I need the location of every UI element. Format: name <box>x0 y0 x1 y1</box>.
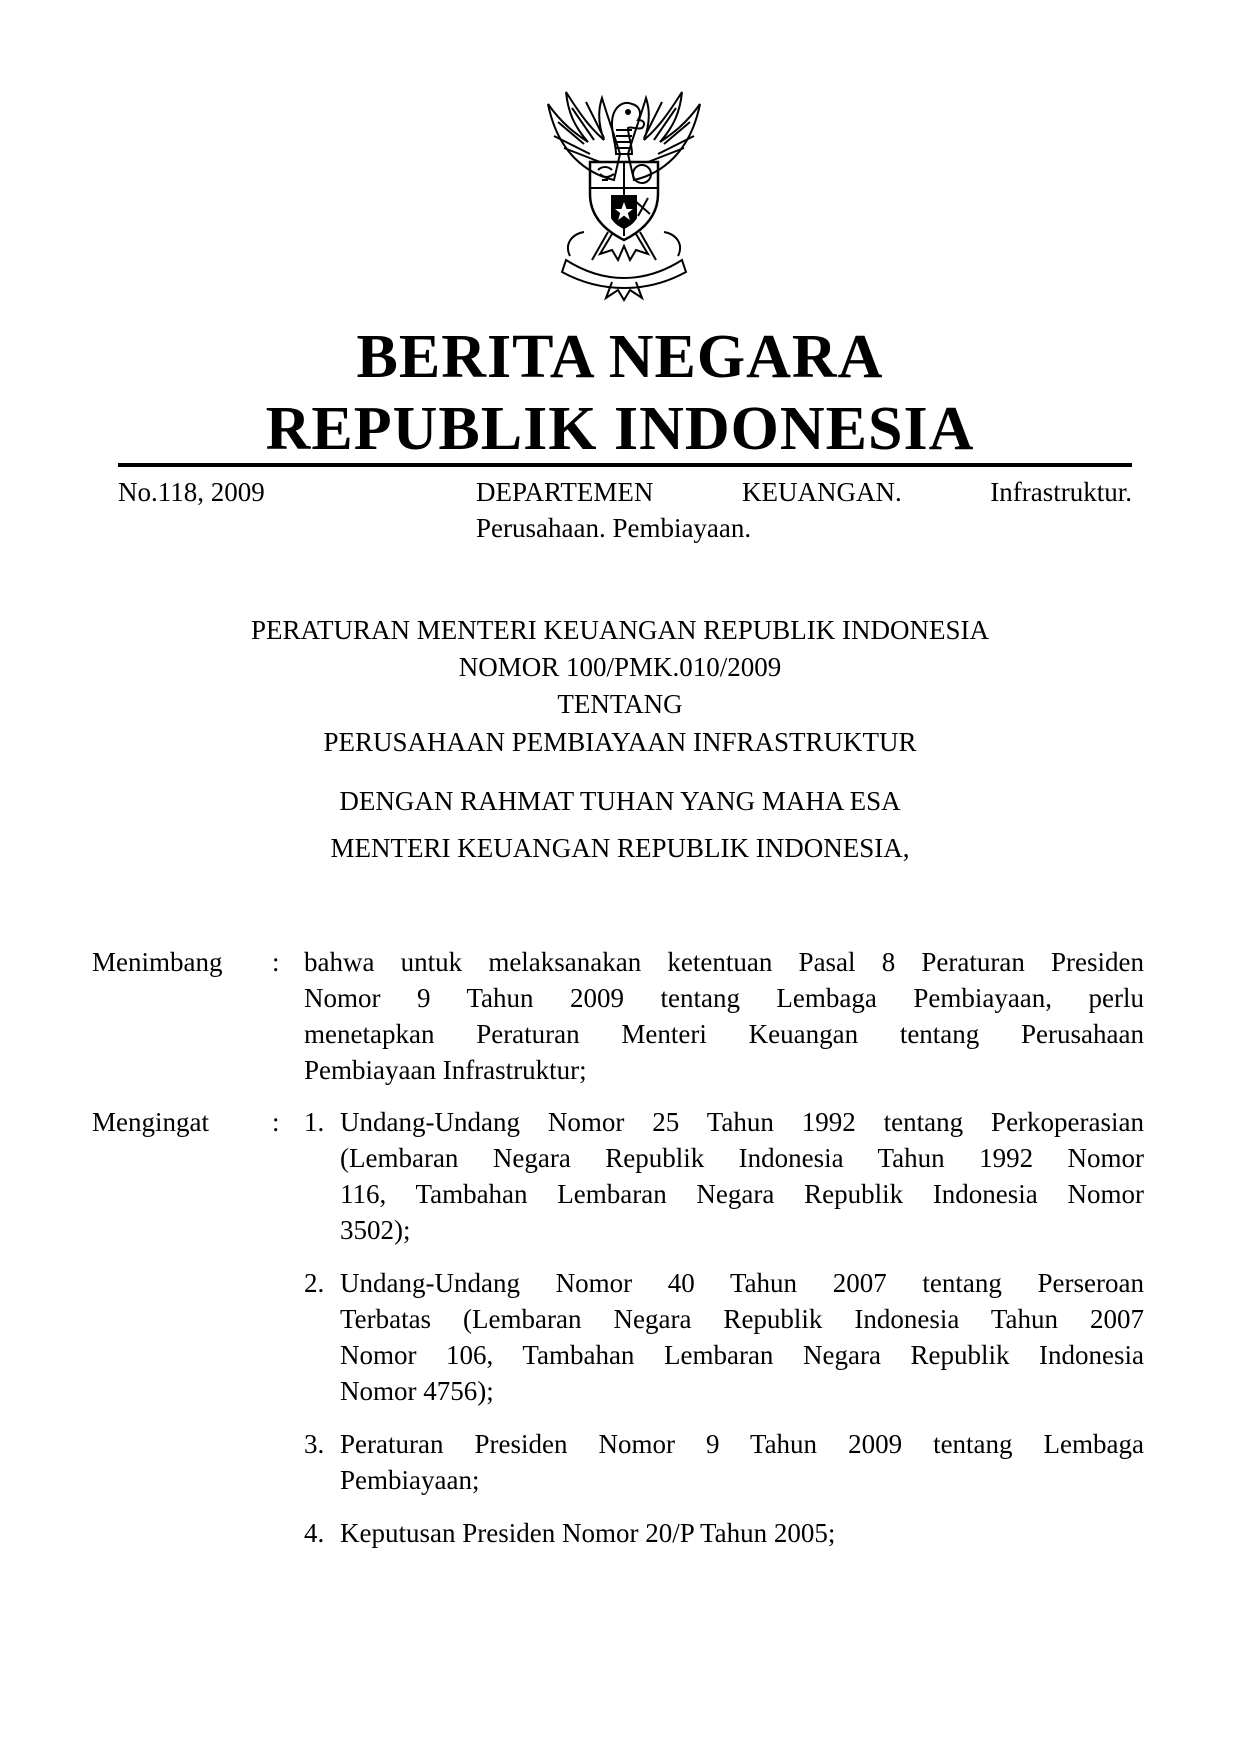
issue-department <box>476 474 1132 546</box>
issue-number: No.118, 2009 <box>118 477 265 507</box>
list-item-number: 4. <box>304 1518 325 1548</box>
text-line: menetapkan Peraturan Menteri Keuangan tentang Perusahaan <box>304 1019 1144 1049</box>
regulation-number: NOMOR 100/PMK.010/2009 <box>458 652 782 682</box>
issue-dept-word: Infrastruktur. <box>990 477 1132 507</box>
text-line: Pembiayaan Infrastruktur; <box>304 1055 587 1085</box>
mengingat-label: Mengingat <box>92 1107 209 1137</box>
issue-dept-line: Perusahaan. Pembiayaan. <box>476 513 752 543</box>
text-line: 116, Tambahan Lembaran Negara Republik Indonesia Nomor <box>340 1179 1144 1209</box>
list-item-number: 1. <box>304 1107 325 1137</box>
text-line: Peraturan Presiden Nomor 9 Tahun 2009 tentang Lembaga <box>340 1429 1144 1459</box>
regulation-subject: PERUSAHAAN PEMBIAYAAN INFRASTRUKTUR <box>323 727 917 757</box>
list-item <box>340 1265 1144 1409</box>
text-line: Undang-Undang Nomor 25 Tahun 1992 tentang Perkoperasian <box>340 1107 1144 1137</box>
list-item-number: 2. <box>304 1268 325 1298</box>
menimbang-colon: : <box>272 947 280 977</box>
text-line: (Lembaran Negara Republik Indonesia Tahun 1992 Nomor <box>340 1143 1144 1173</box>
text-line: Terbatas (Lembaran Negara Republik Indonesia Tahun 2007 <box>340 1304 1144 1334</box>
issue-dept-word: KEUANGAN. <box>741 477 902 507</box>
text-line: bahwa untuk melaksanakan ketentuan Pasal 8 Peraturan Presiden <box>304 947 1144 977</box>
issue-dept-word: DEPARTEMEN <box>476 477 654 507</box>
enacting-authority: MENTERI KEUANGAN REPUBLIK INDONESIA, <box>330 833 910 863</box>
menimbang-label: Menimbang <box>92 947 223 977</box>
text-line: Nomor 4756); <box>340 1376 494 1406</box>
text-line: 3502); <box>340 1215 411 1245</box>
list-item <box>340 1515 1144 1551</box>
masthead-subtitle: REPUBLIK INDONESIA <box>265 395 975 463</box>
text-line: Pembiayaan; <box>340 1465 480 1495</box>
masthead-divider <box>118 463 1132 467</box>
list-item <box>340 1104 1144 1248</box>
regulation-tentang: TENTANG <box>557 689 683 719</box>
invocation: DENGAN RAHMAT TUHAN YANG MAHA ESA <box>339 786 901 816</box>
masthead-title: BERITA NEGARA <box>356 323 884 391</box>
menimbang-text <box>304 944 1144 1088</box>
list-item <box>340 1426 1144 1498</box>
text-line: Keputusan Presiden Nomor 20/P Tahun 2005; <box>340 1518 836 1548</box>
mengingat-colon: : <box>272 1107 280 1137</box>
text-line: Nomor 106, Tambahan Lembaran Negara Republik Indonesia <box>340 1340 1144 1370</box>
text-line: Undang-Undang Nomor 40 Tahun 2007 tentang Perseroan <box>340 1268 1144 1298</box>
text-line: Nomor 9 Tahun 2009 tentang Lembaga Pembiayaan, perlu <box>304 983 1144 1013</box>
list-item-number: 3. <box>304 1429 325 1459</box>
regulation-heading: PERATURAN MENTERI KEUANGAN REPUBLIK INDONESIA <box>251 615 989 645</box>
garuda-pancasila-emblem-icon <box>528 84 720 302</box>
